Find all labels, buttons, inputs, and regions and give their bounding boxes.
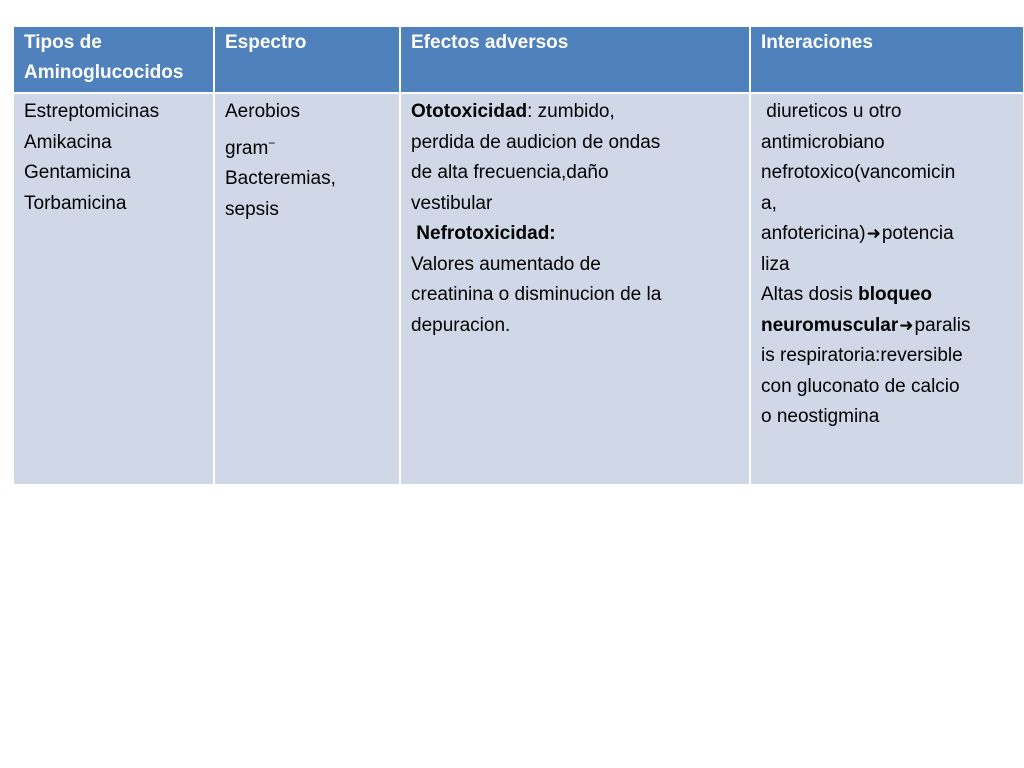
interacciones-line xyxy=(761,97,1013,128)
espectro-line xyxy=(225,128,389,165)
header-espectro-label: Espectro xyxy=(225,32,307,53)
arrow-right-icon: ➜ xyxy=(866,224,881,243)
efectos-line xyxy=(411,219,739,250)
interacciones-line: con gluconato de calcio xyxy=(761,375,960,397)
header-interacciones xyxy=(750,26,1024,93)
cell-espectro xyxy=(214,93,400,485)
header-efectos-label: Efectos adversos xyxy=(411,32,569,53)
ototoxicidad-label: Ototoxicidad xyxy=(411,101,528,122)
espectro-line: Bacteremias, xyxy=(225,168,336,189)
cell-interacciones xyxy=(750,93,1024,485)
header-tipos xyxy=(13,26,214,93)
interacciones-line: a, xyxy=(761,192,777,214)
interacciones-line: antimicrobiano xyxy=(761,131,885,153)
header-tipos-line1: Tipos de xyxy=(24,32,102,53)
efectos-line: perdida de audicion de ondas xyxy=(411,131,661,153)
espectro-gram-sign: − xyxy=(268,135,276,150)
interacciones-line xyxy=(761,311,1013,342)
table-header-row xyxy=(13,26,1024,93)
ototoxicidad-text: : zumbido, xyxy=(527,101,615,122)
header-tipos-line2: Aminoglucocidos xyxy=(24,62,184,83)
interacciones-line: nefrotoxico(vancomicin xyxy=(761,162,956,183)
neuromuscular-label: neuromuscular xyxy=(761,314,899,336)
efectos-line: Valores aumentado de xyxy=(411,253,601,275)
interacciones-text: paralis xyxy=(914,314,971,336)
efectos-line: creatinina o disminucion de la xyxy=(411,284,662,305)
drug-item: Gentamicina xyxy=(24,162,131,183)
interacciones-line: is respiratoria:reversible xyxy=(761,345,963,366)
header-efectos-adversos xyxy=(400,26,750,93)
interacciones-line xyxy=(761,280,1013,311)
espectro-gram: gram xyxy=(225,137,269,159)
interacciones-line: liza xyxy=(761,253,790,275)
cell-efectos-adversos xyxy=(400,93,750,485)
arrow-right-icon: ➜ xyxy=(899,315,914,335)
interacciones-text: Altas dosis xyxy=(761,284,859,305)
table-row xyxy=(13,93,1024,485)
header-espectro xyxy=(214,26,400,93)
interacciones-line: o neostigmina xyxy=(761,406,880,427)
interacciones-text: diureticos u otro xyxy=(766,101,902,122)
interacciones-text: anfotericina) xyxy=(761,223,866,244)
interacciones-line xyxy=(761,219,1013,250)
efectos-line: vestibular xyxy=(411,192,493,214)
drug-item: Estreptomicinas xyxy=(24,101,160,122)
aminoglucosidos-table xyxy=(12,25,1024,486)
efectos-line xyxy=(411,97,739,128)
espectro-line: Aerobios xyxy=(225,101,300,122)
nefrotoxicidad-label: Nefrotoxicidad: xyxy=(416,223,556,244)
bloqueo-label: bloqueo xyxy=(858,284,933,305)
efectos-line: depuracion. xyxy=(411,314,511,336)
header-interacciones-label: Interaciones xyxy=(761,32,873,53)
drug-item: Amikacina xyxy=(24,131,112,153)
efectos-line: de alta frecuencia,daño xyxy=(411,162,609,183)
cell-tipos xyxy=(13,93,214,485)
espectro-line: sepsis xyxy=(225,198,279,220)
drug-item: Torbamicina xyxy=(24,192,127,214)
interacciones-text: potencia xyxy=(881,223,954,244)
